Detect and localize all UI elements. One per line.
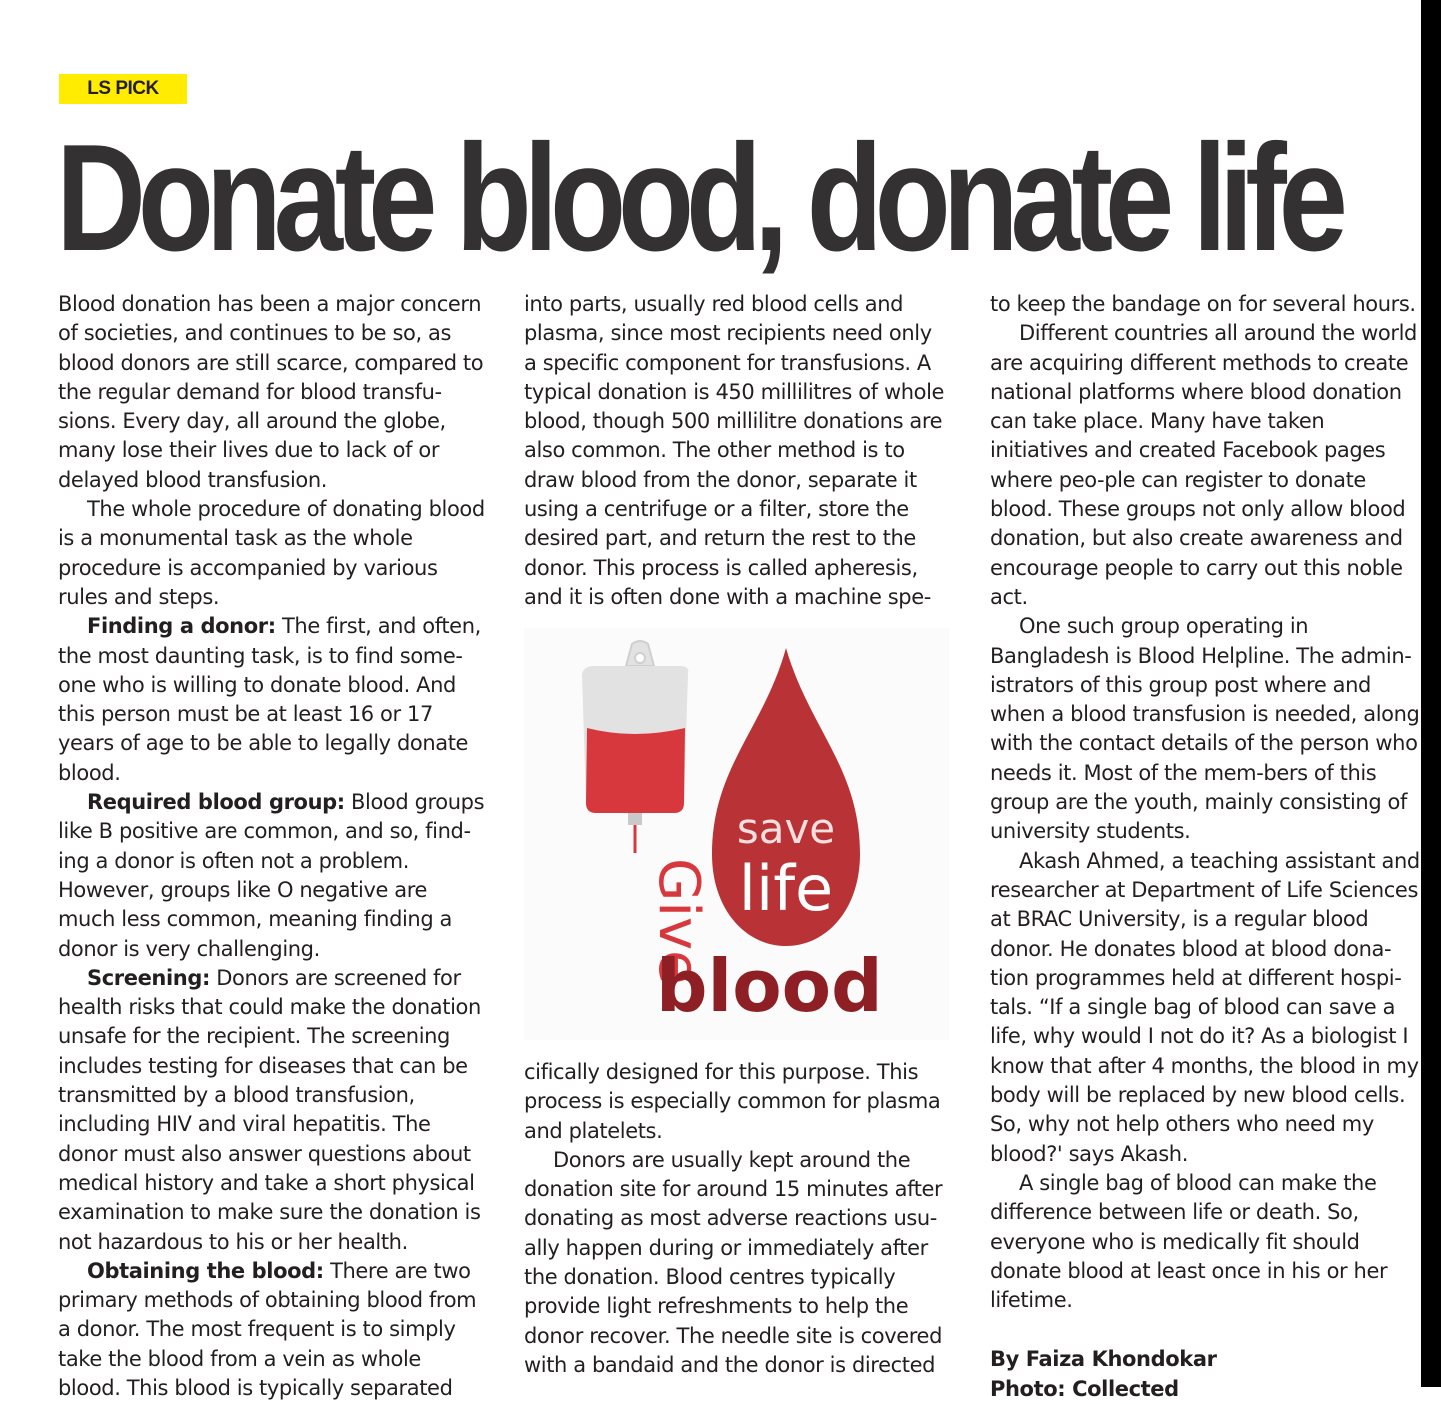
article-column-3 xyxy=(990,290,1420,1404)
subhead-required-blood-group: Required blood group: xyxy=(87,790,345,815)
headline: Donate blood, donate life xyxy=(56,113,1340,283)
subhead-screening: Screening: xyxy=(87,965,210,990)
drop-word-life: life xyxy=(738,852,834,925)
paragraph: Donors are usually kept around the donation site for around 15 minutes after donating as most adverse reactions usu-ally happen during or immediately after the donation. Blood centres typically provide light refreshments to help the donor recover. The needle site is covered with a bandaid and the donor is directed xyxy=(524,1147,943,1377)
vertical-word-give: Give xyxy=(646,858,711,985)
article-column-2-continued xyxy=(524,1058,949,1380)
give-blood-illustration xyxy=(524,628,949,1040)
drop-word-save: save xyxy=(736,804,836,853)
page-edge-bar xyxy=(1421,0,1441,1387)
paragraph: cifically designed for this purpose. This process is especially common for plasma and platelets. xyxy=(524,1060,941,1143)
paragraph xyxy=(58,964,488,1257)
byline: By Faiza Khondokar xyxy=(990,1347,1217,1372)
paragraph xyxy=(58,1257,488,1403)
paragraph xyxy=(58,612,488,788)
paragraph: Akash Ahmed, a teaching assistant and researcher at Department of Life Sciences at BRAC University, is a regular blood donor. He donates blood at blood dona-tion programmes held at different hospi-tals. “If a single bag of blood can save a life, why would I not do it? As a biologist I know that after 4 months, the blood in my body will be replaced by new blood cells. So, why not help others who need my blood?' says Akash. xyxy=(990,848,1420,1166)
paragraph-text: The first, and often, the most daunting task, is to find some-one who is willing to donate blood. And this person must be at least 16 or 17 years of age to be able to legally donate blood. xyxy=(58,614,481,785)
paragraph: into parts, usually red blood cells and plasma, since most recipients need only a specific component for transfusions. A typical donation is 450 millilitres of whole blood, though 500 millilitre donations are also common. The other method is to draw blood from the donor, separate it using a centrifuge or a filter, store the desired part, and return the rest to the donor. This process is called apheresis, and it is often done with a machine spe- xyxy=(524,292,945,609)
section-tag: LS PICK xyxy=(59,74,187,104)
photo-credit: Photo: Collected xyxy=(990,1376,1179,1401)
paragraph: The whole procedure of donating blood is a monumental task as the whole procedure is accompanied by various rules and steps. xyxy=(58,497,485,609)
paragraph xyxy=(58,788,488,964)
paragraph-text: Blood groups like B positive are common, and so, find-ing a donor is often not a problem. However, groups like O negative are much less common, meaning finding a donor is very challenging. xyxy=(58,790,485,961)
paragraph: Blood donation has been a major concern of societies, and continues to be so, as blood donors are still scarce, compared to the regular demand for blood transfu-sions. Every day, all around the globe, many lose their lives due to lack of or delayed blood transfusion. xyxy=(58,292,484,492)
paragraph: to keep the bandage on for several hours. xyxy=(990,292,1416,316)
paragraph: One such group operating in Bangladesh is Blood Helpline. The admin-istrators of this group post where and when a blood transfusion is needed, along with the contact details of the person who needs it. Most of the mem-bers of this group are the youth, mainly consisting of university students. xyxy=(990,614,1420,844)
word-blood: blood xyxy=(656,944,883,1028)
blood-bag-icon xyxy=(582,641,688,853)
article-column-1 xyxy=(58,290,488,1403)
paragraph-text: There are two primary methods of obtaining blood from a donor. The most frequent is to simply take the blood from a vein as whole blood. This blood is typically separated xyxy=(58,1258,477,1400)
subhead-finding-donor: Finding a donor: xyxy=(87,614,276,639)
paragraph: Different countries all around the world are acquiring different methods to create national platforms where blood donation can take place. Many have taken initiatives and created Facebook pages where peo-ple can register to donate blood. These groups not only allow blood donation, but also create awareness and encourage people to carry out this noble act. xyxy=(990,321,1417,609)
subhead-obtaining-blood: Obtaining the blood: xyxy=(87,1258,324,1283)
article-column-2 xyxy=(524,290,949,612)
paragraph: A single bag of blood can make the difference between life or death. So, everyone who is medically fit should donate blood at least once in his or her lifetime. xyxy=(990,1170,1388,1313)
paragraph-text: Donors are screened for health risks that could make the donation unsafe for the recipient. The screening includes testing for diseases that can be transmitted by a blood transfusion, including HIV and viral hepatitis. The donor must also answer questions about medical history and take a short physical examination to make sure the donation is not hazardous to his or her health. xyxy=(58,965,481,1254)
blood-bag-drop-graphic xyxy=(524,628,949,1040)
